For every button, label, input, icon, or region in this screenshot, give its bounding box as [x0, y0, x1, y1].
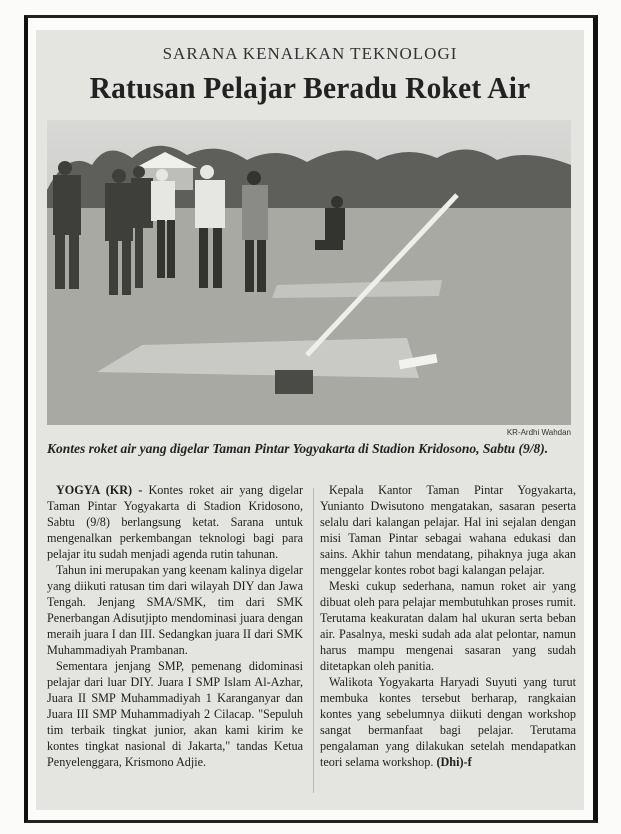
paragraph: Tahun ini merupakan yang keenam kalinya digelar yang diikuti ratusan tim dari wilayah DIY dan Jawa Tengah. Jenjang SMA/SMK, tim dari SMK Penerbangan Adisutjipto mendominasi juara dengan meraih juara I dan III. Sedangkan juara II dari SMK Muhammadiyah Prambanan.: [47, 563, 303, 657]
column-divider: [313, 488, 314, 793]
launcher-box: [275, 370, 313, 394]
paragraph: Kepala Kantor Taman Pintar Yogyakarta, Yunianto Dwisutono mengatakan, sasaran peserta selalu dari kalangan pelajar. Hal ini sejalan dengan misi Taman Pintar sebagai wahana edukasi dan sains. Akhir tahun mendatang, pihaknya juga akan menggelar kontes robot bagi kalangan pelajar.: [320, 483, 576, 577]
article-headline: Ratusan Pelajar Beradu Roket Air: [89, 70, 531, 105]
newspaper-clipping: [36, 30, 584, 810]
author-signature: (Dhi)-f: [436, 755, 472, 769]
paragraph: Meski cukup sederhana, namun roket air yang dibuat oleh para pelajar membutuhkan proses rumit. Terutama keakuratan dalam hal ukuran serta beban air. Pasalnya, meski sudah ada alat pelontar, namun harus mampu mengenai sasaran yang sudah ditetapkan oleh panitia.: [320, 579, 576, 673]
dateline: YOGYA (KR) -: [56, 483, 143, 497]
rocket-contest-photo: [47, 120, 571, 425]
paragraph: Walikota Yogyakarta Haryadi Suyuti yang turut membuka kontes tersebut berharap, rangkaian kontes yang sebelumnya diikuti dengan workshop sangat bermanfaat bagi pelajar. Terutama pengalaman yang dilakukan setelah mendapatkan teori selama workshop. (Dhi)-f: [320, 675, 576, 769]
article-photo: [47, 120, 571, 425]
article-kicker: SARANA KENALKAN TEKNOLOGI: [162, 44, 458, 63]
photo-caption: Kontes roket air yang digelar Taman Pintar Yogyakarta di Stadion Kridosono, Sabtu (9/8).: [47, 441, 549, 456]
paragraph: YOGYA (KR) - Kontes roket air yang digelar Taman Pintar Yogyakarta di Stadion Kridosono, Sabtu (9/8) berlangsung ketat. Sarana untuk mengenalkan perkembangan teknologi bagi para pelajar itu sudah menjadi agenda rutin tahunan.: [47, 483, 304, 561]
article-column-right: [320, 482, 576, 770]
article-column-left: [47, 482, 303, 770]
paragraph: Sementara jenjang SMP, pemenang didominasi pelajar dari luar DIY. Juara I SMP Islam Al-Azhar, Juara II SMP Muhammadiyah 1 Karanganyar dan Juara III SMP Muhammadiyah 2 Cilacap. "Sepuluh tim terbaik tingkat junior, akan kami kirim ke kontes tingkat nasional di Jakarta," tandas Ketua Penyelenggara, Krismono Adjie.: [47, 659, 303, 769]
photo-credit: KR-Ardhi Wahdan: [506, 428, 571, 437]
